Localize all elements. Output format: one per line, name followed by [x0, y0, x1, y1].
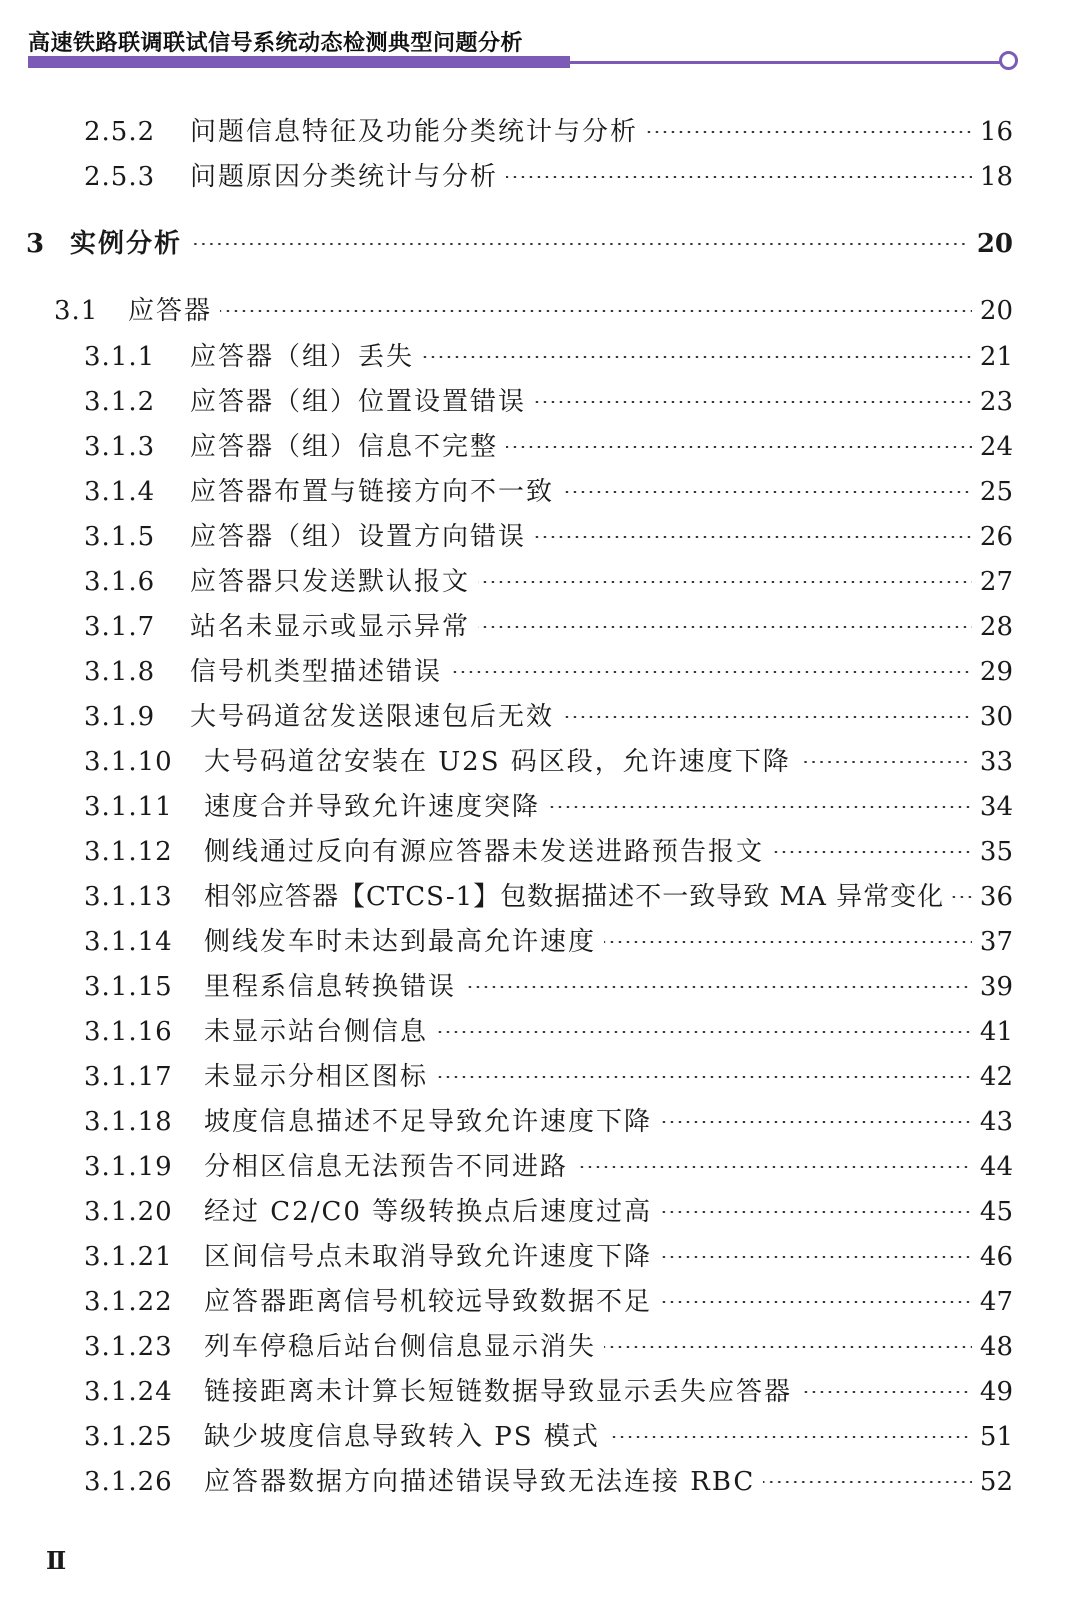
toc-entry-page: 16: [979, 117, 1013, 147]
toc-entry[interactable]: [84, 742, 1013, 782]
toc-entry-title: 侧线发车时未达到最高允许速度: [204, 927, 597, 957]
toc-entry-page: 42: [979, 1062, 1013, 1092]
toc-leader-dots: [436, 1076, 972, 1078]
toc-entry[interactable]: [84, 1012, 1013, 1052]
toc-entry-page: 46: [979, 1242, 1013, 1272]
toc-leader-dots: [608, 1436, 972, 1438]
toc-leader-dots: [660, 1301, 972, 1303]
toc-entry-number: 3.1.5: [84, 522, 156, 552]
toc-leader-dots: [562, 716, 972, 718]
toc-entry-number: 3: [26, 229, 46, 259]
toc-entry-title: 应答器只发送默认报文: [190, 567, 471, 597]
toc-entry-title: 分相区信息无法预告不同进路: [204, 1152, 569, 1182]
toc-entry-number: 3.1.21: [84, 1242, 173, 1272]
toc-entry-title: 缺少坡度信息导致转入 PS 模式: [204, 1422, 600, 1452]
toc-entry-number: 3.1.3: [84, 432, 156, 462]
toc-entry-page: 36: [979, 882, 1013, 912]
toc-entry[interactable]: [84, 787, 1013, 827]
header-accent-bar: [28, 56, 570, 68]
toc-entry-page: 49: [979, 1377, 1013, 1407]
toc-entry-title: 应答器布置与链接方向不一致: [190, 477, 555, 507]
toc-leader-dots: [772, 851, 972, 853]
toc-entry-page: 43: [979, 1107, 1013, 1137]
toc-leader-dots: [576, 1166, 972, 1168]
toc-leader-dots: [190, 243, 969, 245]
toc-entry[interactable]: [84, 517, 1013, 557]
toc-entry-number: 3.1.16: [84, 1017, 173, 1047]
toc-entry-page: 29: [979, 657, 1013, 687]
toc-entry-page: 51: [979, 1422, 1013, 1452]
toc-entry[interactable]: [84, 697, 1013, 737]
toc-entry[interactable]: [84, 382, 1013, 422]
toc-entry[interactable]: [84, 967, 1013, 1007]
toc-entry-page: 20: [976, 229, 1013, 259]
toc-entry-page: 45: [979, 1197, 1013, 1227]
toc-entry[interactable]: [84, 607, 1013, 647]
toc-entry-page: 33: [979, 747, 1013, 777]
toc-entry-page: 26: [979, 522, 1013, 552]
toc-entry-page: 28: [979, 612, 1013, 642]
toc-leader-dots: [763, 1481, 972, 1483]
toc-entry-title: 相邻应答器【CTCS-1】包数据描述不一致导致 MA 异常变化: [204, 882, 945, 912]
toc-entry-title: 应答器数据方向描述错误导致无法连接 RBC: [204, 1467, 756, 1497]
toc-entry-title: 应答器（组）丢失: [190, 342, 415, 372]
toc-leader-dots: [660, 1121, 972, 1123]
toc-entry-number: 3.1.24: [84, 1377, 173, 1407]
toc-entry[interactable]: [84, 112, 1013, 152]
toc-entry-number: 3.1.8: [84, 657, 156, 687]
header-circle-icon: [999, 51, 1018, 70]
toc-entry-title: 站名未显示或显示异常: [190, 612, 471, 642]
toc-entry-page: 25: [979, 477, 1013, 507]
toc-entry-title: 未显示站台侧信息: [204, 1017, 429, 1047]
toc-leader-dots: [604, 1346, 972, 1348]
toc-entry-number: 3.1.23: [84, 1332, 173, 1362]
toc-entry[interactable]: [84, 1237, 1013, 1277]
toc-leader-dots: [478, 581, 972, 583]
toc-entry-title: 信号机类型描述错误: [190, 657, 443, 687]
toc-entry-title: 区间信号点未取消导致允许速度下降: [204, 1242, 653, 1272]
toc-entry[interactable]: [84, 337, 1013, 377]
toc-entry-page: 24: [979, 432, 1013, 462]
toc-entry[interactable]: [84, 157, 1013, 197]
toc-entry-number: 3.1.10: [84, 747, 173, 777]
toc-entry-number: 3.1.6: [84, 567, 156, 597]
header-rule: [570, 61, 1000, 64]
toc-entry-page: 34: [979, 792, 1013, 822]
toc-entry[interactable]: [84, 922, 1013, 962]
toc-entry-title: 实例分析: [70, 229, 183, 259]
header-title: 高速铁路联调联试信号系统动态检测典型问题分析: [28, 31, 524, 56]
toc-entry-page: 21: [979, 342, 1013, 372]
toc-entry[interactable]: [84, 877, 1013, 917]
toc-entry-number: 3.1.13: [84, 882, 173, 912]
toc-entry-number: 3.1: [54, 296, 99, 326]
toc-entry-title: 列车停稳后站台侧信息显示消失: [204, 1332, 597, 1362]
toc-leader-dots: [220, 310, 972, 312]
toc-entry-number: 3.1.18: [84, 1107, 173, 1137]
toc-entry-title: 问题原因分类统计与分析: [190, 162, 499, 192]
toc-entry-title: 速度合并导致允许速度突降: [204, 792, 541, 822]
toc-entry-page: 35: [979, 837, 1013, 867]
toc-leader-dots: [506, 446, 972, 448]
toc-entry-title: 应答器距离信号机较远导致数据不足: [204, 1287, 653, 1317]
toc-leader-dots: [604, 941, 972, 943]
toc-entry[interactable]: [84, 562, 1013, 602]
toc-entry-title: 侧线通过反向有源应答器未发送进路预告报文: [204, 837, 765, 867]
toc-entry-page: 52: [979, 1467, 1013, 1497]
toc-leader-dots: [534, 401, 972, 403]
toc-entry-number: 3.1.12: [84, 837, 173, 867]
toc-entry-title: 应答器（组）位置设置错误: [190, 387, 527, 417]
toc-entry[interactable]: [84, 1147, 1013, 1187]
toc-entry-page: 44: [979, 1152, 1013, 1182]
toc-leader-dots: [562, 491, 972, 493]
toc-leader-dots: [660, 1211, 972, 1213]
toc-entry-title: 大号码道岔发送限速包后无效: [190, 702, 555, 732]
toc-entry-number: 3.1.14: [84, 927, 173, 957]
toc-leader-dots: [548, 806, 972, 808]
toc-entry-page: 41: [979, 1017, 1013, 1047]
toc-entry-number: 3.1.15: [84, 972, 173, 1002]
toc-entry-number: 2.5.2: [84, 117, 156, 147]
toc-leader-dots: [422, 356, 972, 358]
toc-entry-title: 经过 C2/C0 等级转换点后速度过高: [204, 1197, 653, 1227]
toc-entry-number: 3.1.17: [84, 1062, 173, 1092]
toc-entry-number: 3.1.22: [84, 1287, 173, 1317]
footer-page-number: Ⅱ: [46, 1546, 67, 1575]
toc-entry[interactable]: [84, 1327, 1013, 1367]
toc-entry-title: 里程系信息转换错误: [204, 972, 457, 1002]
toc-leader-dots: [660, 1256, 972, 1258]
toc-entry[interactable]: [84, 472, 1013, 512]
toc-entry[interactable]: [84, 427, 1013, 467]
toc-entry-page: 30: [979, 702, 1013, 732]
toc-leader-dots: [534, 536, 972, 538]
toc-section-entry[interactable]: [54, 291, 1013, 331]
toc-entry-page: 23: [979, 387, 1013, 417]
toc-entry-number: 3.1.2: [84, 387, 156, 417]
toc-entry-number: 3.1.7: [84, 612, 156, 642]
toc-entry[interactable]: [84, 832, 1013, 872]
toc-entry-title: 应答器: [128, 296, 213, 326]
toc-entry-number: 3.1.11: [84, 792, 173, 822]
toc-entry-number: 3.1.25: [84, 1422, 173, 1452]
toc-entry-page: 48: [979, 1332, 1013, 1362]
toc-leader-dots: [799, 761, 972, 763]
toc-entry[interactable]: [84, 1057, 1013, 1097]
toc-entry[interactable]: [84, 1192, 1013, 1232]
toc-entry-number: 2.5.3: [84, 162, 156, 192]
toc-leader-dots: [478, 626, 972, 628]
toc-entry-page: 27: [979, 567, 1013, 597]
toc-entry-title: 链接距离未计算长短链数据导致显示丢失应答器: [204, 1377, 793, 1407]
toc-entry-page: 47: [979, 1287, 1013, 1317]
toc-leader-dots: [506, 176, 972, 178]
toc-leader-dots: [450, 671, 972, 673]
toc-entry-title: 大号码道岔安装在 U2S 码区段，允许速度下降: [204, 747, 791, 777]
toc-leader-dots: [646, 131, 972, 133]
toc-leader-dots: [952, 896, 972, 898]
toc-entry[interactable]: [84, 1372, 1013, 1412]
toc-entry-title: 问题信息特征及功能分类统计与分析: [190, 117, 639, 147]
toc-entry[interactable]: [84, 1282, 1013, 1322]
toc-entry-number: 3.1.1: [84, 342, 156, 372]
toc-entry-title: 坡度信息描述不足导致允许速度下降: [204, 1107, 653, 1137]
toc-entry[interactable]: [84, 1102, 1013, 1142]
toc-entry-number: 3.1.9: [84, 702, 156, 732]
toc-entry[interactable]: [84, 1462, 1013, 1502]
toc-entry-page: 20: [979, 296, 1013, 326]
toc-entry-number: 3.1.20: [84, 1197, 173, 1227]
toc-leader-dots: [464, 986, 972, 988]
toc-entry-page: 18: [979, 162, 1013, 192]
toc-entry[interactable]: [84, 1417, 1013, 1457]
toc-entry-title: 应答器（组）设置方向错误: [190, 522, 527, 552]
toc-entry-title: 应答器（组）信息不完整: [190, 432, 499, 462]
toc-entry-number: 3.1.4: [84, 477, 156, 507]
toc-entry-page: 37: [979, 927, 1013, 957]
toc-entry-number: 3.1.26: [84, 1467, 173, 1497]
toc-entry[interactable]: [84, 652, 1013, 692]
toc-chapter-entry[interactable]: [26, 224, 1013, 264]
toc-entry-page: 39: [979, 972, 1013, 1002]
toc-leader-dots: [436, 1031, 972, 1033]
toc-entry-number: 3.1.19: [84, 1152, 173, 1182]
toc-entry-title: 未显示分相区图标: [204, 1062, 429, 1092]
toc-leader-dots: [800, 1391, 972, 1393]
